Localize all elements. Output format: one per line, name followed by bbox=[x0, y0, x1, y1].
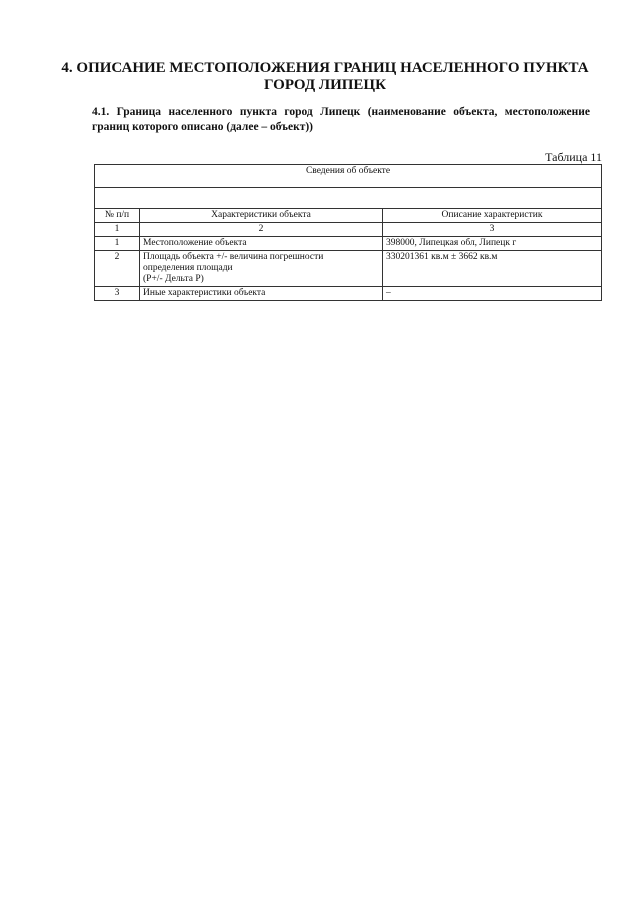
column-header-description: Описание характеристик bbox=[383, 209, 602, 223]
column-number-row bbox=[95, 223, 602, 237]
column-header-num: № п/п bbox=[95, 209, 140, 223]
row-number: 3 bbox=[95, 287, 140, 301]
column-header-characteristic: Характеристики объекта bbox=[140, 209, 383, 223]
table-row bbox=[95, 287, 602, 301]
column-number-1: 1 bbox=[95, 223, 140, 237]
object-info-table bbox=[94, 164, 602, 301]
page-title-line-2: ГОРОД ЛИПЕЦК bbox=[264, 77, 386, 93]
column-number-3: 3 bbox=[383, 223, 602, 237]
row-number: 1 bbox=[95, 237, 140, 251]
row-characteristic: Иные характеристики объекта bbox=[140, 287, 383, 301]
row-characteristic: Местоположение объекта bbox=[140, 237, 383, 251]
section-heading: 4.1. Граница населенного пункта город Липецк (наименование объекта, местоположение границ которого описано (далее – объект)) bbox=[92, 106, 590, 133]
page-title-line-1: 4. ОПИСАНИЕ МЕСТОПОЛОЖЕНИЯ ГРАНИЦ НАСЕЛЕННОГО ПУНКТА bbox=[61, 60, 589, 76]
row-number: 2 bbox=[95, 251, 140, 287]
table-spacer bbox=[95, 188, 602, 209]
table-row bbox=[95, 237, 602, 251]
row-description: 330201361 кв.м ± 3662 кв.м bbox=[383, 251, 602, 287]
table-spacer-row bbox=[95, 188, 602, 209]
table-header: Сведения об объекте bbox=[95, 165, 602, 188]
column-header-row bbox=[95, 209, 602, 223]
table-caption: Таблица 11 bbox=[545, 150, 602, 164]
row-characteristic-line-2: определения площади bbox=[143, 263, 233, 273]
row-characteristic-line-3: (P+/- Дельта P) bbox=[143, 274, 204, 284]
column-number-2: 2 bbox=[140, 223, 383, 237]
row-characteristic-line-1: Площадь объекта +/- величина погрешности bbox=[143, 252, 324, 262]
table-row bbox=[95, 251, 602, 287]
row-description: 398000, Липецкая обл, Липецк г bbox=[383, 237, 602, 251]
row-characteristic bbox=[140, 251, 383, 287]
page-title bbox=[60, 60, 590, 94]
row-description: – bbox=[383, 287, 602, 301]
table-header-row bbox=[95, 165, 602, 188]
